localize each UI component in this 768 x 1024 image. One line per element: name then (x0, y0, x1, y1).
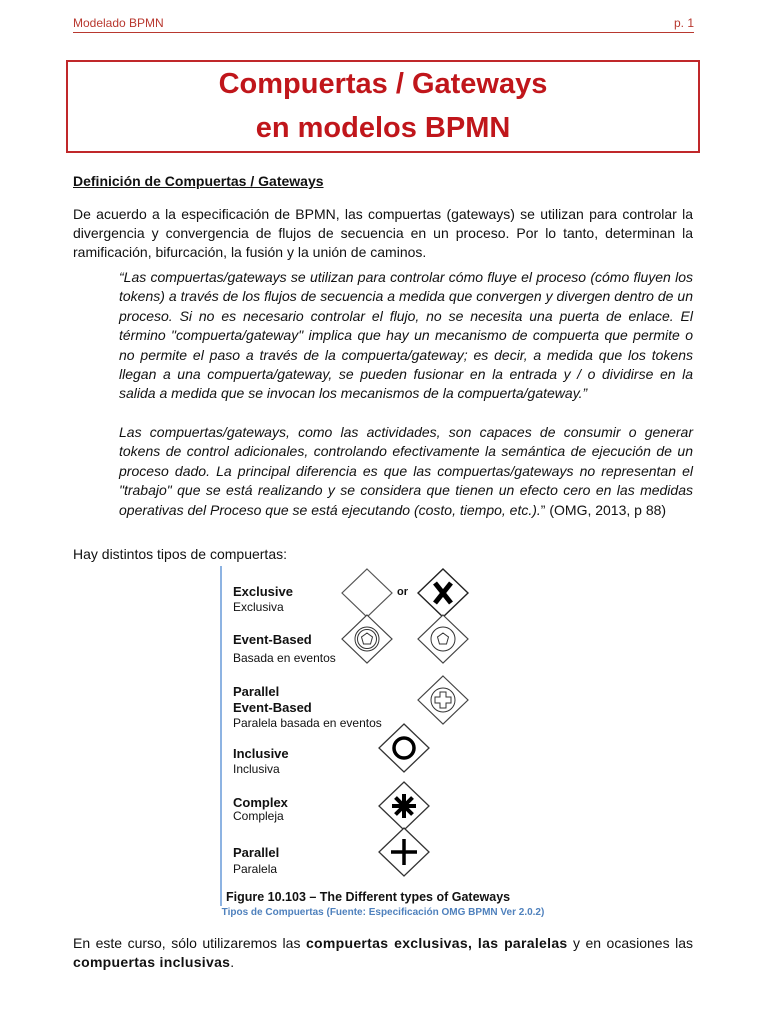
gateway-label-en: Complex (233, 795, 288, 810)
course-note-bold-1: compuertas exclusivas, las paralelas (305, 935, 568, 951)
gateway-types-intro: Hay distintos tipos de compuertas: (73, 546, 287, 562)
gateway-label-es: Exclusiva (233, 600, 284, 614)
intro-paragraph: De acuerdo a la especificación de BPMN, las compuertas (gateways) se utilizan para controlar la divergencia y convergencia de flujos de secuencia en un proceso. Por lo tanto, determinan la ramificación, bifurcación, la fusión y la unión de caminos. (73, 206, 693, 260)
gateway-label-en-2: Event-Based (233, 700, 312, 715)
event-based-gateway-icon (418, 615, 468, 663)
figure-caption: Tipos de Compuertas (Fuente: Especificación OMG BPMN Ver 2.0.2) (221, 907, 545, 918)
quote-paragraph-2 (119, 423, 693, 520)
gateway-types-figure (220, 566, 550, 906)
inclusive-gateway-icon (379, 724, 429, 772)
gateway-label-en: Inclusive (233, 746, 289, 761)
quote-paragraph-1: “Las compuertas/gateways se utilizan para controlar cómo fluye el proceso (cómo fluyen los tokens) a través de los flujos de secuencia a medida que convergen y divergen dentro de un proceso. Si no es necesario controlar el flujo, no se necesita una puerta de enlace. El término "compuerta/gateway" implica que hay un mecanismo de compuerta que permite o no permite el paso a través de la compuerta/gateway; es decir, a medida que los tokens llegan a una compuerta/gateway, se pueden fusionar en la entrada y / o dividirse en la salida a medida que se invocan los mecanismos de la compuerta/gateway.” (119, 269, 693, 402)
section-heading: Definición de Compuertas / Gateways (73, 173, 324, 189)
title-box (66, 60, 700, 153)
parallel-event-based-gateway-icon (418, 676, 468, 724)
gateway-label-en: Parallel (233, 684, 280, 699)
page-header (73, 14, 694, 33)
event-based-start-gateway-icon (342, 615, 392, 663)
quote-2-italic-text: Las compuertas/gateways, como las actividades, son capaces de consumir o generar tokens de control adicionales, controlando efectivamente la semántica de ejecución de un proceso dado. La principal diferencia es que las compuertas/gateways no representan el "trabajo" que se está realizando y se considera que tienen un efecto cero en las medidas operativas del Proceso que se está ejecutando (costo, tiempo, etc.). (119, 424, 693, 518)
gateway-label-es: Compleja (233, 809, 284, 823)
gateway-label-es: Basada en eventos (233, 651, 336, 665)
gateway-label-en: Parallel (233, 845, 280, 860)
course-note-paragraph (73, 934, 693, 972)
exclusive-x-gateway-icon (418, 569, 468, 617)
gateway-label-en: Event-Based (233, 632, 312, 647)
parallel-gateway-icon (379, 828, 429, 876)
gateway-label-en: Exclusive (233, 584, 293, 599)
title-line-1: Compuertas / Gateways (218, 68, 548, 100)
gateway-label-es: Paralela (233, 862, 278, 876)
gateway-types-svg (222, 566, 548, 906)
course-note-text-3: . (230, 954, 235, 970)
course-note-text-1: En este curso, sólo utilizaremos las (73, 935, 306, 951)
course-note-bold-2: compuertas inclusivas (73, 954, 231, 970)
complex-gateway-icon (379, 782, 429, 830)
gateway-label-es: Inclusiva (233, 762, 280, 776)
title-line-2: en modelos BPMN (255, 112, 511, 144)
header-doc-title: Modelado BPMN (73, 16, 164, 30)
figure-title: Figure 10.103 – The Different types of Gateways (226, 890, 511, 904)
header-page-number: p. 1 (673, 16, 694, 30)
gateway-label-es: Paralela basada en eventos (233, 716, 382, 730)
exclusive-gateway-icon (342, 569, 392, 617)
course-note-text-2: y en ocasiones las (567, 935, 693, 951)
quote-2-citation: ” (OMG, 2013, p 88) (540, 501, 667, 518)
or-label: or (397, 586, 408, 598)
